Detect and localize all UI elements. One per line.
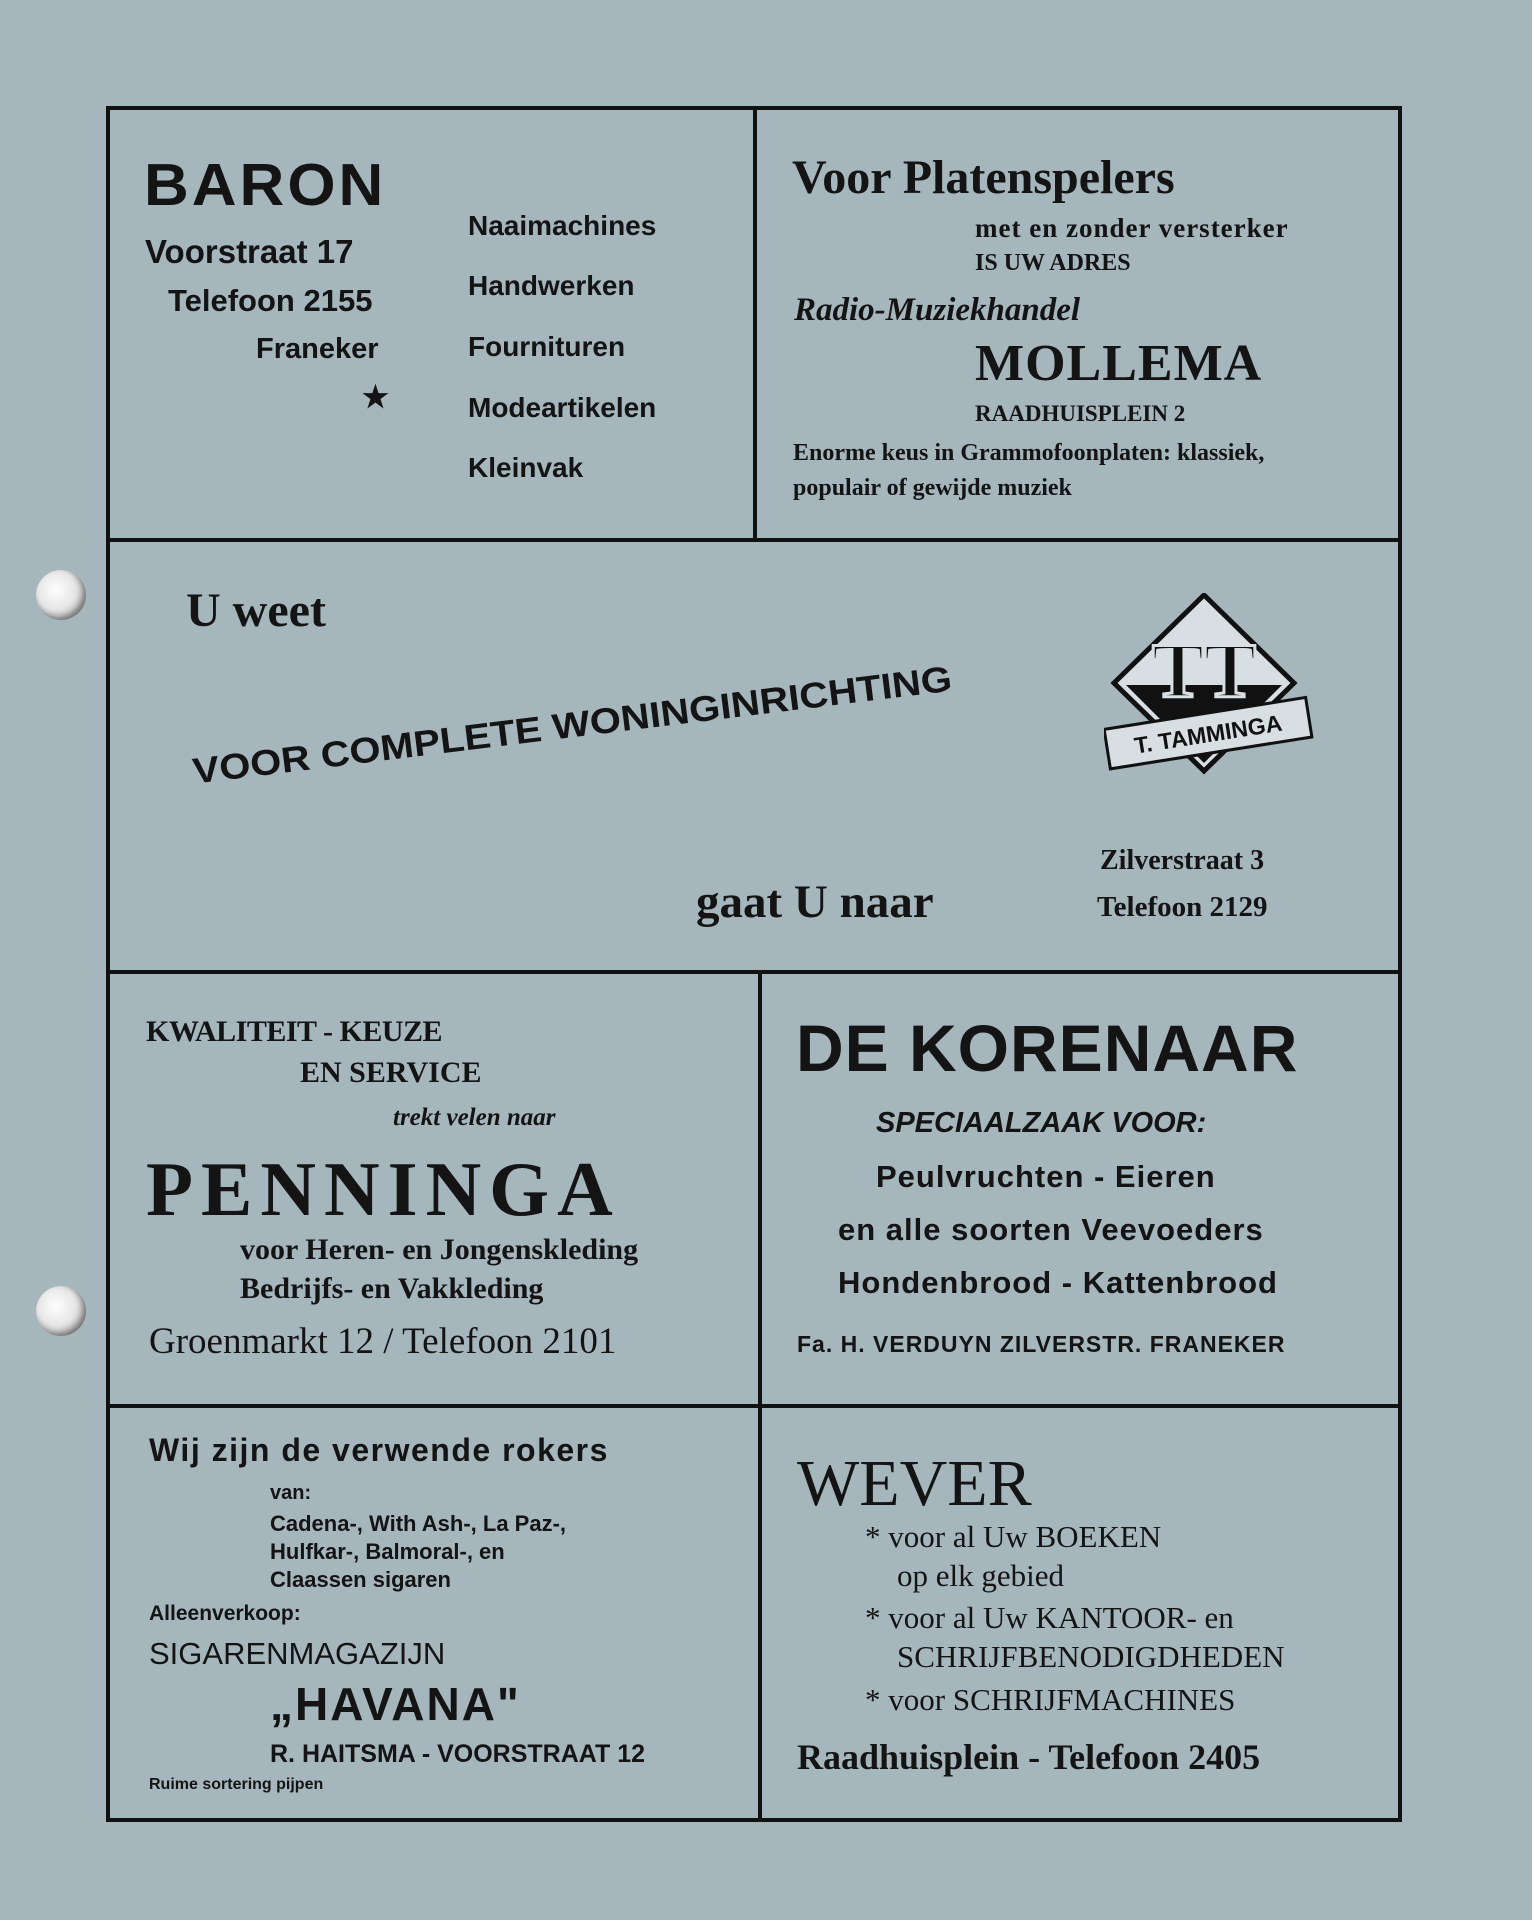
havana-brands3: Claassen sigaren — [270, 1567, 451, 1592]
havana-brands2: Hulfkar-, Balmoral-, en — [270, 1539, 505, 1564]
baron-item: Modeartikelen — [468, 392, 657, 423]
penninga-line1: KWALITEIT - KEUZE — [146, 1015, 443, 1048]
wever-name: WEVER — [797, 1447, 1032, 1520]
havana-footer: Ruime sortering pijpen — [149, 1776, 324, 1793]
korenaar-line2: en alle soorten Veevoeders — [838, 1212, 1264, 1247]
wever-bullet2-cont: SCHRIJFBENODIGDHEDEN — [897, 1639, 1285, 1674]
logo-letters: TT — [1151, 627, 1257, 714]
star-icon: ★ — [362, 381, 389, 414]
havana-heading: Wij zijn de verwende rokers — [149, 1432, 609, 1468]
wever-footer: Raadhuisplein - Telefoon 2405 — [797, 1737, 1261, 1777]
baron-item: Naaimachines — [468, 210, 657, 241]
wever-bullet2: * voor al Uw KANTOOR- en — [865, 1600, 1234, 1635]
tamminga-logo — [1104, 593, 1314, 777]
logo-name: T. TAMMINGA — [1132, 709, 1284, 759]
korenaar-line3: Hondenbrood - Kattenbrood — [838, 1265, 1278, 1300]
tamminga-outro: gaat U naar — [696, 876, 934, 928]
penninga-address: Groenmarkt 12 / Telefoon 2101 — [149, 1321, 617, 1362]
divider-v-top — [753, 106, 757, 540]
punch-hole-top — [36, 570, 86, 620]
havana-name: „HAVANA" — [270, 1678, 521, 1730]
baron-city: Franeker — [256, 333, 379, 365]
mollema-desc2: populair of gewijde muziek — [793, 475, 1072, 501]
korenaar-footer: Fa. H. VERDUYN ZILVERSTR. FRANEKER — [797, 1331, 1286, 1357]
mollema-address: RAADHUISPLEIN 2 — [975, 401, 1186, 426]
havana-owner: R. HAITSMA - VOORSTRAAT 12 — [270, 1740, 646, 1768]
tamminga-intro: U weet — [186, 584, 326, 637]
divider-h-1 — [106, 538, 1402, 542]
baron-street: Voorstraat 17 — [145, 233, 354, 270]
baron-name: BARON — [144, 152, 387, 219]
havana-van: van: — [270, 1482, 312, 1504]
mollema-desc1: Enorme keus in Grammofoonplaten: klassiek, — [793, 440, 1265, 466]
divider-v-bottom — [758, 970, 762, 1822]
wever-bullet1-cont: op elk gebied — [897, 1558, 1065, 1593]
penninga-line2: EN SERVICE — [300, 1056, 482, 1089]
tamminga-street: Zilverstraat 3 — [1100, 845, 1265, 876]
korenaar-name: DE KORENAAR — [796, 1011, 1299, 1085]
havana-brands1: Cadena-, With Ash-, La Paz-, — [270, 1511, 567, 1536]
mollema-heading: Voor Platenspelers — [792, 151, 1175, 204]
baron-item: Kleinvak — [468, 452, 584, 483]
havana-sole: Alleenverkoop: — [149, 1602, 301, 1625]
divider-h-2 — [106, 970, 1402, 974]
tamminga-phone: Telefoon 2129 — [1097, 891, 1268, 923]
tamminga-slogan: VOOR COMPLETE WONINGINRICHTING — [190, 659, 955, 792]
penninga-line5: Bedrijfs- en Vakkleding — [240, 1272, 544, 1305]
mollema-line2: IS UW ADRES — [975, 250, 1131, 276]
wever-bullet3: * voor SCHRIJFMACHINES — [865, 1682, 1236, 1717]
mollema-line1: met en zonder versterker — [975, 213, 1289, 243]
mollema-name: MOLLEMA — [975, 335, 1263, 392]
penninga-line3: trekt velen naar — [393, 1104, 556, 1131]
korenaar-line1: Peulvruchten - Eieren — [876, 1159, 1216, 1194]
baron-item: Fournituren — [468, 331, 626, 362]
punch-hole-bottom — [36, 1286, 86, 1336]
baron-item: Handwerken — [468, 270, 635, 301]
penninga-line4: voor Heren- en Jongenskleding — [240, 1233, 639, 1266]
mollema-shop-type: Radio-Muziekhandel — [794, 292, 1081, 328]
havana-store: SIGARENMAGAZIJN — [149, 1636, 446, 1671]
divider-h-3 — [106, 1404, 1402, 1408]
korenaar-sub: SPECIAALZAAK VOOR: — [876, 1107, 1207, 1139]
wever-bullet1: * voor al Uw BOEKEN — [865, 1519, 1162, 1554]
baron-phone: Telefoon 2155 — [168, 283, 373, 318]
penninga-name: PENNINGA — [146, 1146, 621, 1232]
